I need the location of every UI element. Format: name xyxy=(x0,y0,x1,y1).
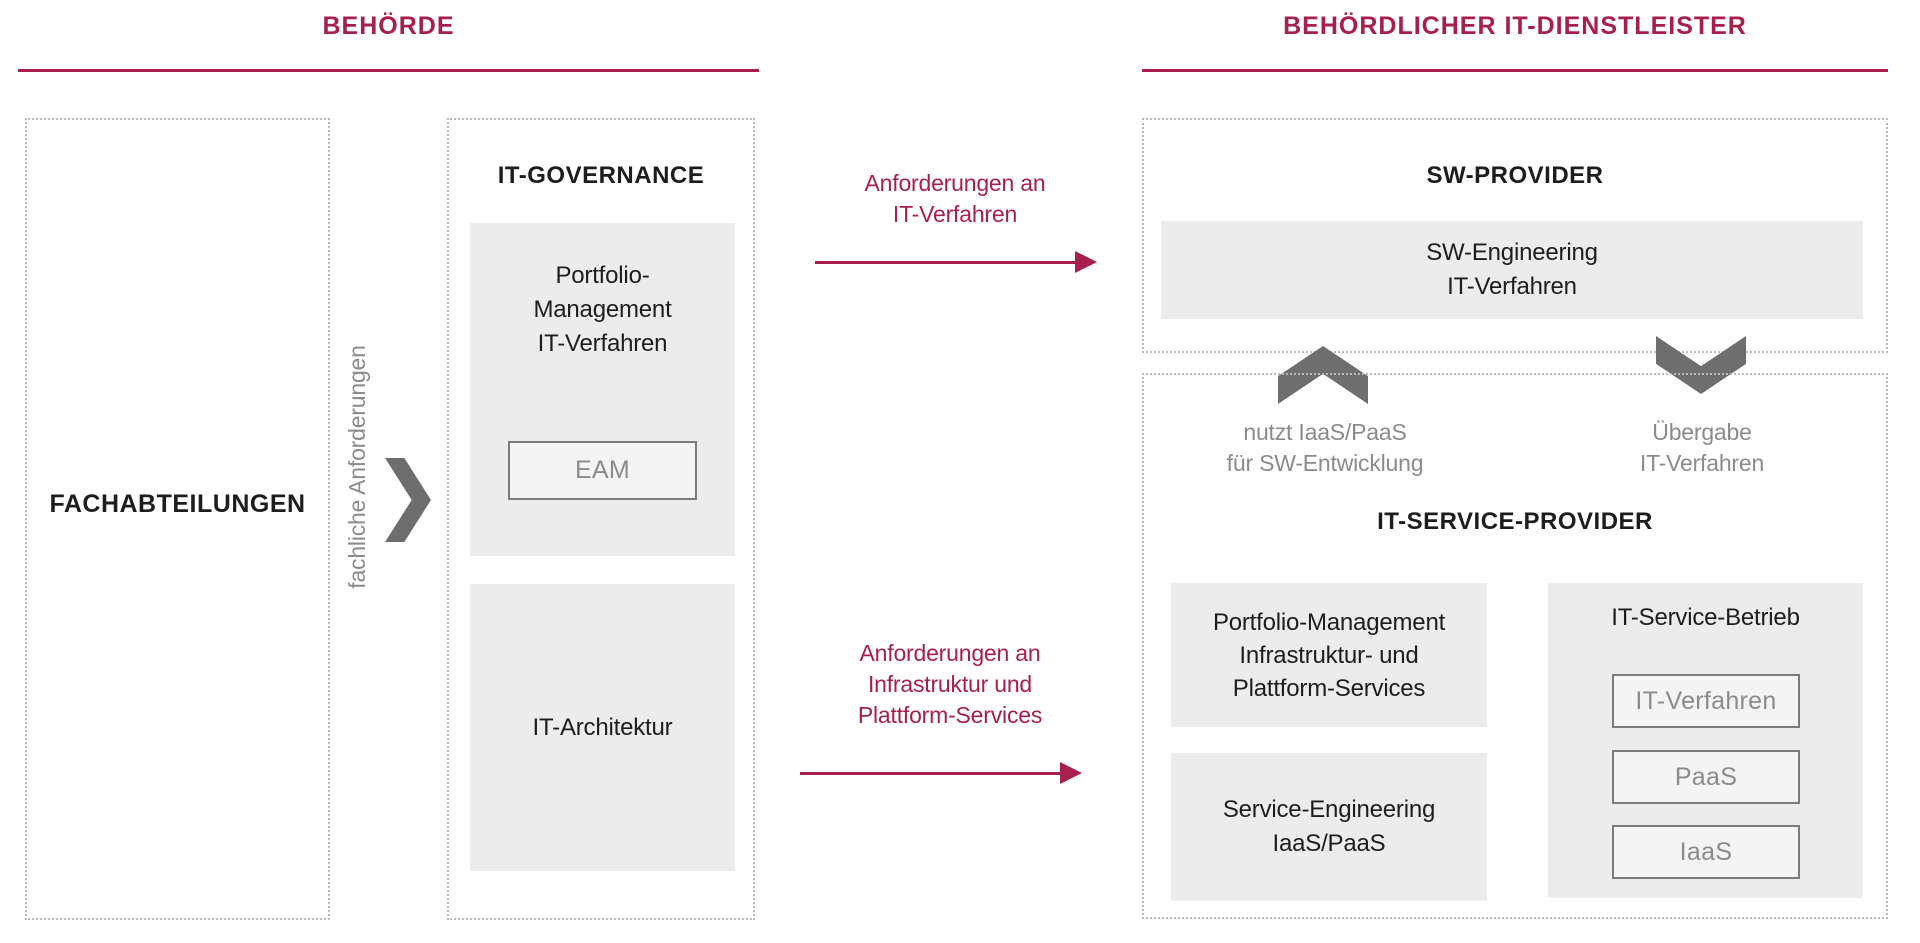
fachabteilungen-box xyxy=(25,118,330,920)
betrieb-it-verfahren-box: IT-Verfahren xyxy=(1612,674,1800,728)
fachliche-anforderungen-label: fachliche Anforderungen xyxy=(344,345,370,589)
fachabteilungen-label: FACHABTEILUNGEN xyxy=(49,490,306,518)
it-service-provider-box xyxy=(1142,373,1888,919)
sw-engineering-text: SW-Engineering IT-Verfahren xyxy=(1426,239,1598,300)
requirements-chevron-right-icon xyxy=(385,458,431,542)
arrow-top-line xyxy=(815,261,1077,264)
betrieb-paas-box: PaaS xyxy=(1612,750,1800,804)
service-engineering-box xyxy=(1171,753,1487,901)
betrieb-iaas-box: IaaS xyxy=(1612,825,1800,879)
section-header-it-dienstleister: BEHÖRDLICHER IT-DIENSTLEISTER xyxy=(1283,12,1747,40)
it-governance-box xyxy=(447,118,755,920)
nutzt-iaas-paas-label: nutzt IaaS/PaaS für SW-Entwicklung xyxy=(1226,419,1424,476)
anforderungen-infrastruktur-label: Anforderungen an Infrastruktur und Plattform-Services xyxy=(857,640,1043,728)
behoerde-header-rule xyxy=(18,69,759,72)
section-header-behoerde: BEHÖRDE xyxy=(322,12,455,40)
it-service-provider-title: IT-SERVICE-PROVIDER xyxy=(1377,508,1653,535)
eam-box: EAM xyxy=(508,441,697,500)
service-engineering-text: Service-Engineering IaaS/PaaS xyxy=(1222,796,1436,857)
it-governance-title: IT-GOVERNANCE xyxy=(497,162,705,189)
portfolio-management-text: Portfolio- Management IT-Verfahren xyxy=(533,262,672,357)
it-architektur-label: IT-Architektur xyxy=(532,713,673,741)
it-architektur-box xyxy=(470,584,735,871)
arrow-bottom-head-icon xyxy=(1060,762,1082,784)
it-service-betrieb-title: IT-Service-Betrieb xyxy=(1611,604,1800,631)
uebergabe-it-verfahren-label: Übergabe IT-Verfahren xyxy=(1639,419,1765,476)
sw-provider-box xyxy=(1142,118,1888,353)
arrow-bottom-line xyxy=(800,772,1062,775)
sw-engineering-box xyxy=(1161,221,1863,319)
portfolio-management-infrastruktur-box xyxy=(1171,583,1487,727)
portfolio-management-it-verfahren-box xyxy=(470,223,735,556)
it-dienstleister-header-rule xyxy=(1142,69,1888,72)
it-service-betrieb-box xyxy=(1548,583,1863,898)
arrow-top-head-icon xyxy=(1075,251,1097,273)
anforderungen-it-verfahren-label: Anforderungen an IT-Verfahren xyxy=(864,170,1046,227)
portfolio-management-infrastruktur-text: Portfolio-Management Infrastruktur- und Plattform-Services xyxy=(1212,608,1446,702)
sw-provider-title: SW-PROVIDER xyxy=(1426,162,1604,189)
